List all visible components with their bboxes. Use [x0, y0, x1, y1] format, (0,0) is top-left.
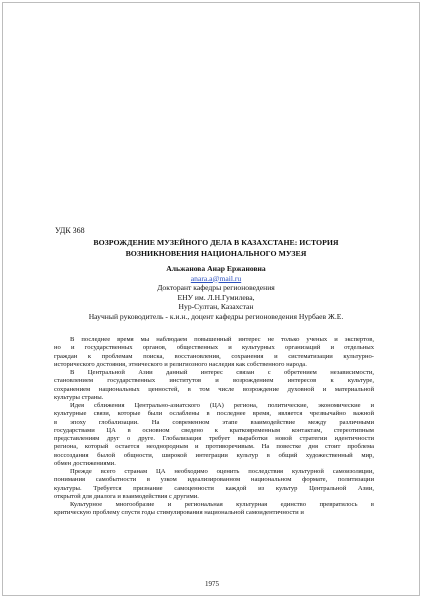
author-email-link[interactable]: anara.a@mail.ru [190, 273, 242, 283]
author-university: ЕНУ им. Л.Н.Гумилева, [177, 292, 255, 302]
paragraph-line: обмен достижениями. [54, 459, 116, 467]
paragraph-line: граждан к проблемам поиска, восстановления, сохранения и систематизации культурно- [54, 352, 374, 360]
paragraph-line: государствами ЦА в основном сведено к кратковременным контактам, стереотипным [54, 426, 374, 434]
page-number: 1975 [205, 580, 219, 588]
udk-code: УДК 368 [55, 226, 85, 235]
paragraph-line: культурные связи, которые были ослаблены в последнее время, является чрезвычайно важной [54, 410, 374, 418]
paragraph-line: культуры страны. [54, 393, 104, 401]
body-paragraph [54, 402, 374, 468]
article-body [54, 336, 374, 518]
body-paragraph [54, 336, 374, 369]
paper-title-line-2: ВОЗНИКНОВЕНИЯ НАЦИОНАЛЬНОГО МУЗЕЯ [125, 248, 307, 258]
paragraph-line: исторического достояния, этнического и религиозного наследия как собственного народа. [54, 360, 307, 368]
paragraph-line: но и государственных органов, общественных и культурных организаций и отдельных [54, 344, 374, 352]
body-paragraph [54, 369, 374, 402]
paragraph-line: Идея сближения Центрально-азиатского (ЦА) региона, политические, экономические и [70, 402, 374, 409]
paper-title-line-1: ВОЗРОЖДЕНИЕ МУЗЕЙНОГО ДЕЛА В КАЗАХСТАНЕ: ИСТОРИЯ [93, 238, 339, 247]
paragraph-line: сохранением национальных ценностей, в том числе возрождение духовной и материальной [54, 385, 374, 393]
paragraph-line: становлением государственных институтов и возрождением интересов к культуре, [54, 377, 374, 385]
paragraph-line: представлениям друг о друге. Глобализация требует выработки новой стратегии идентичности [54, 435, 374, 442]
author-position: Докторант кафедры регионоведения [157, 283, 275, 293]
paragraph-line: понимания самобытности в узком идеализированном национальном формате, политизации [54, 476, 374, 484]
author-city: Нур-Султан, Казахстан [178, 302, 254, 312]
supervisor-line: Научный руководитель - к.и.н., доцент кафедры регионоведения Нурбаев Ж.Е. [88, 311, 344, 321]
paragraph-line: воссоздания былой общности, широкой интеграции культур в общий художественный мир, [54, 451, 374, 459]
paragraph-line: Прежде всего странам ЦА необходимо оценить последствия культурной самоизоляции, [70, 468, 374, 475]
author-name: Альжанова Анар Ержановна [166, 264, 266, 273]
paragraph-line: в эпоху глобализации. На современном этапе взаимодействие между различными [54, 418, 374, 426]
paragraph-line: В Центральной Азии данный интерес связан с обретением независимости, [70, 369, 374, 376]
paragraph-line: культуры. Требуется признание самоценности каждой из культур Центральной Азии, [54, 484, 374, 492]
paragraph-line: В последнее время мы наблюдаем повышенный интерес не только ученых и экспертов, [70, 336, 374, 343]
paragraph-line: критическую проблему спустя годы стимулирования национальной самоидентичности и [54, 509, 304, 517]
paragraph-line: Культурное многообразие и региональная культурная единство превратилось в [70, 501, 374, 508]
author-block [60, 264, 372, 322]
body-paragraph [54, 501, 374, 518]
body-paragraph [54, 468, 374, 501]
paragraph-line: открытой для диалога и взаимодействия с другими. [54, 492, 199, 500]
paper-title [60, 238, 372, 259]
paragraph-line: региона, который остается неоднородным и противоречивым. На повестке дня стоит проблема [54, 443, 374, 451]
